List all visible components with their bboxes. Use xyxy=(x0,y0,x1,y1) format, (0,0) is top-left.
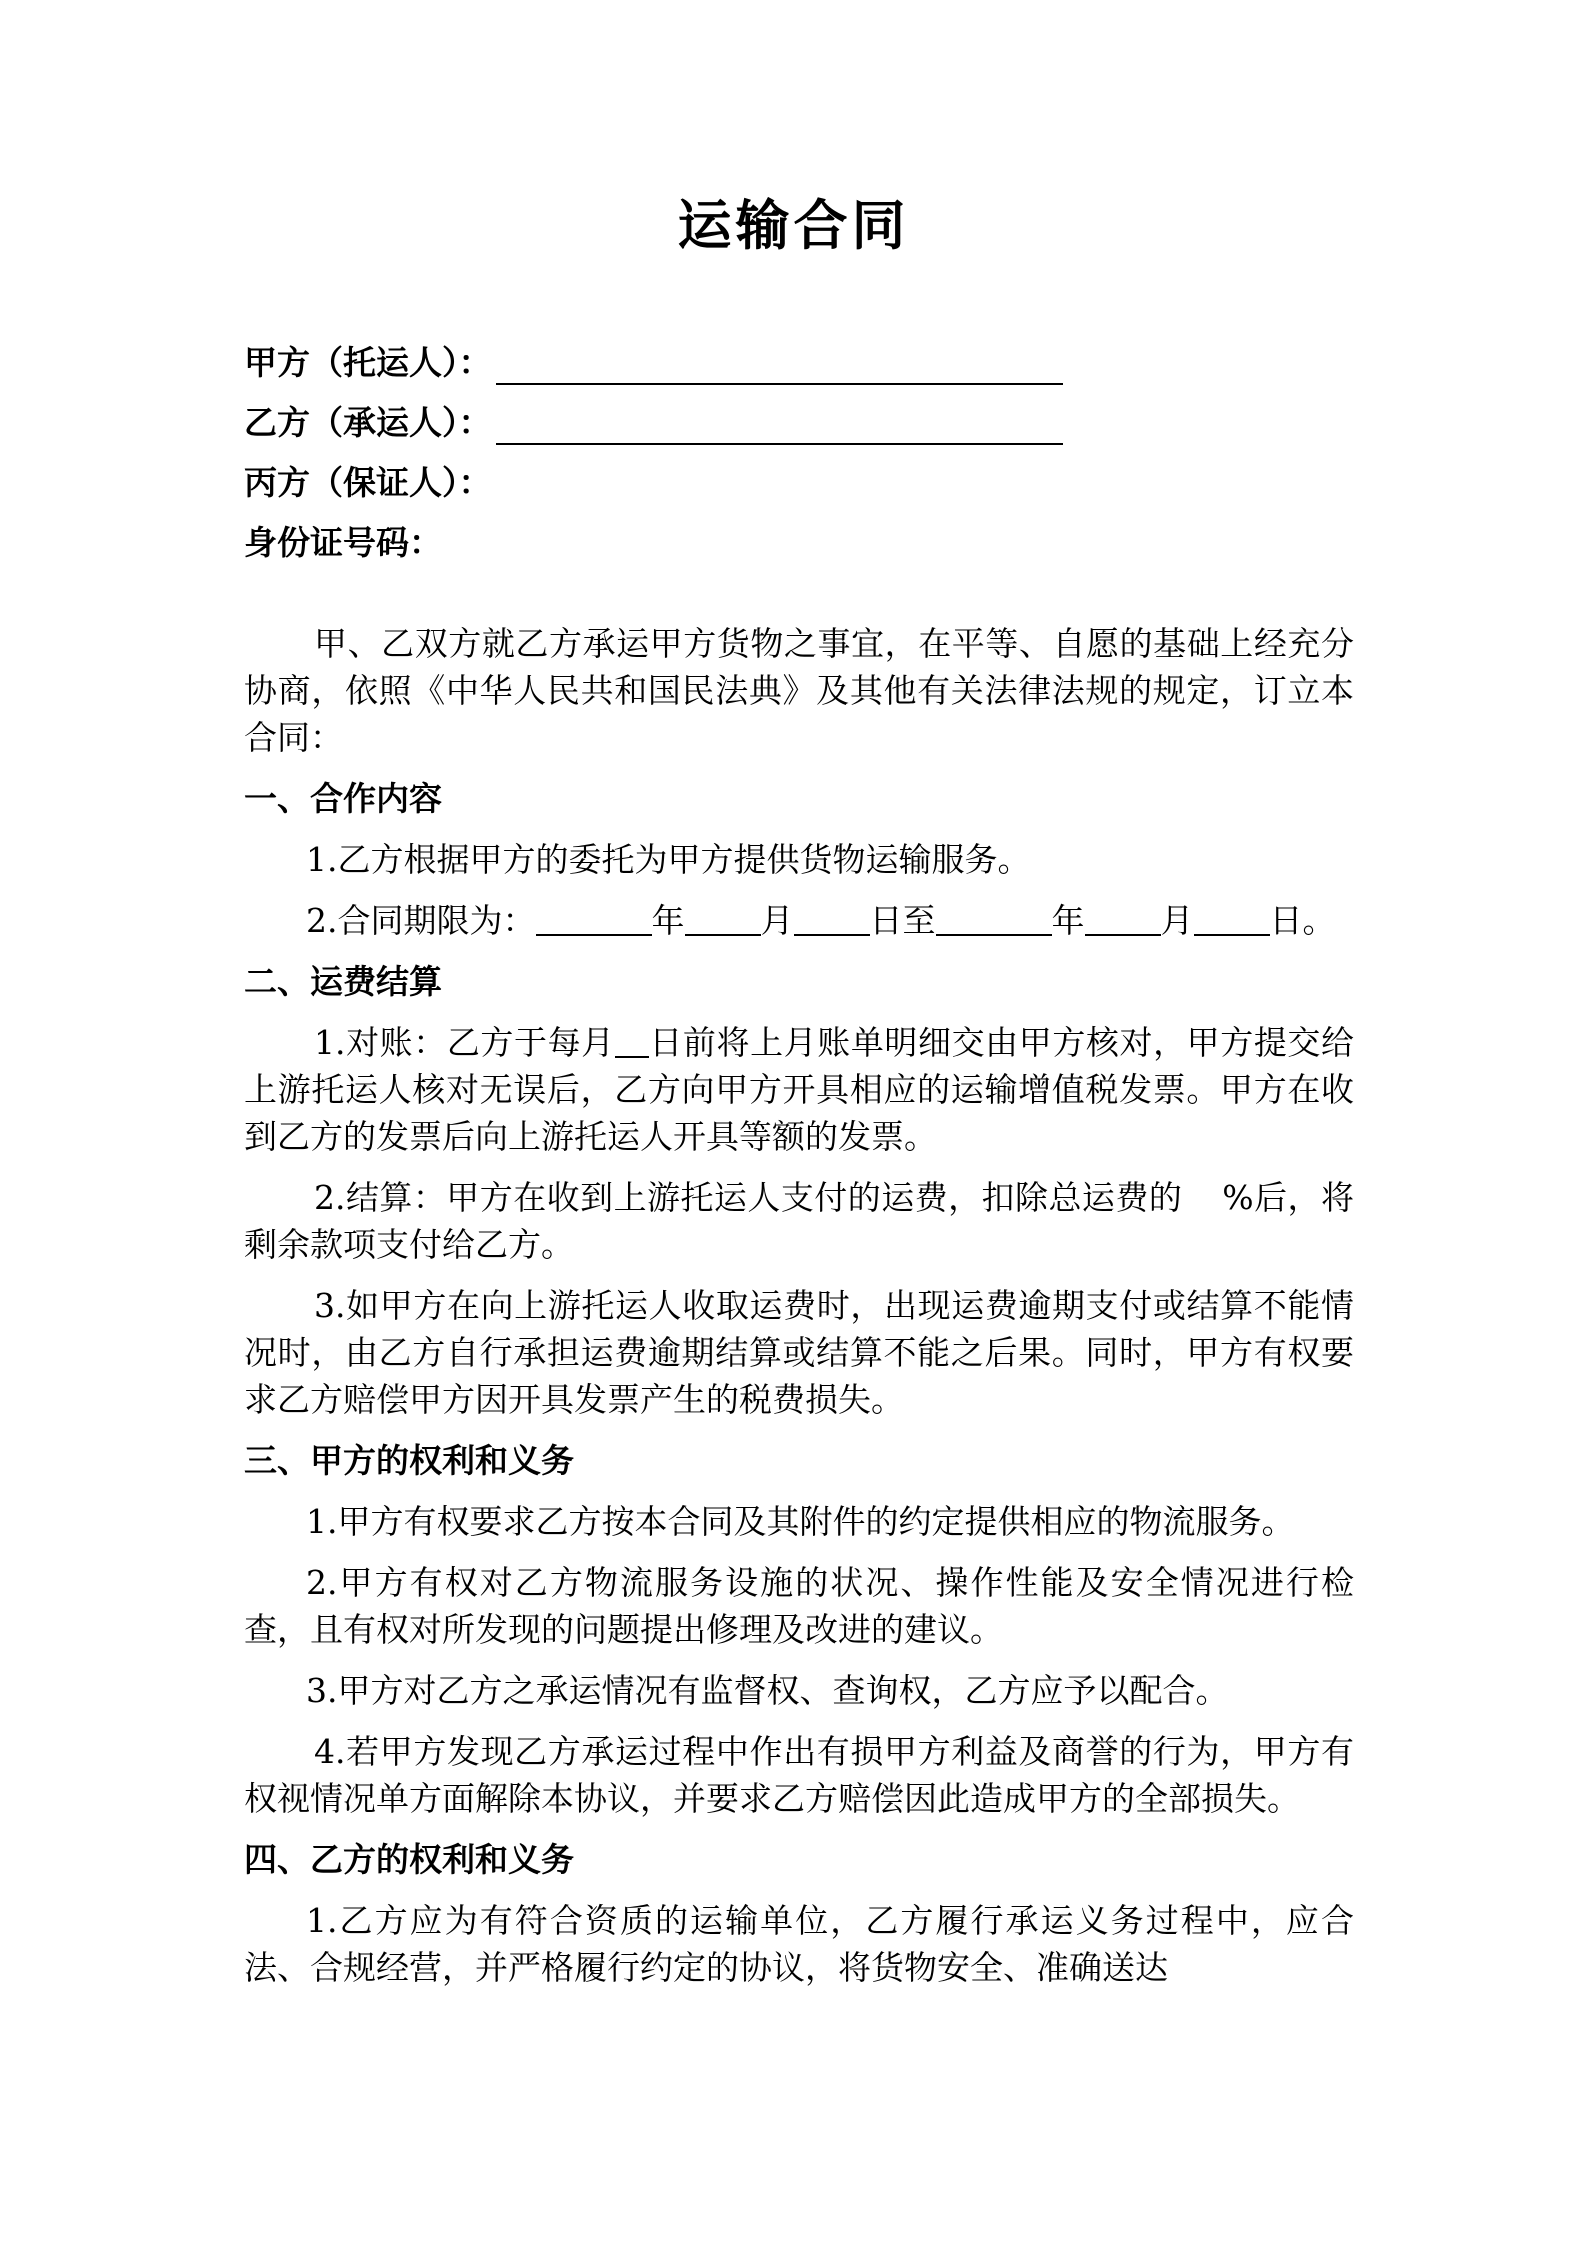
section-2-item-3: 3.如甲方在向上游托运人收取运费时，出现运费逾期支付或结算不能情况时，由乙方自行承担运费逾期结算或结算不能之后果。同时，甲方有权要求乙方赔偿甲方因开具发票产生的税费损失。 xyxy=(244,1286,1354,1419)
settlement-prefix: 2.结算：甲方在收到上游托运人支付的运费，扣除总运费的 xyxy=(314,1178,1183,1217)
start-month-blank xyxy=(685,904,761,936)
party-b-line xyxy=(244,385,1354,445)
reconcile-suffix: 日前将上月账单明细交由甲方核对，甲方提交给上游托运人核对无误后，乙方向甲方开具相应的运输增值税发票。甲方在收到乙方的发票后向上游托运人开具等额的发票。 xyxy=(244,1023,1355,1156)
end-day-blank xyxy=(1194,904,1270,936)
reconcile-day-blank xyxy=(615,1026,649,1058)
start-year-label: 年 xyxy=(651,901,685,940)
document-title: 运输合同 xyxy=(677,193,910,257)
end-year-blank xyxy=(936,904,1052,936)
party-b-blank xyxy=(496,409,1063,445)
section-3-item-4: 4.若甲方发现乙方承运过程中作出有损甲方利益及商誉的行为，甲方有权视情况单方面解除本协议，并要求乙方赔偿因此造成甲方的全部损失。 xyxy=(244,1732,1354,1818)
term-prefix: 2.合同期限为： xyxy=(306,901,536,940)
section-4-item-1: 1.乙方应为有符合资质的运输单位，乙方履行承运义务过程中，应合法、合规经营，并严格履行约定的协议，将货物安全、准确送达 xyxy=(244,1901,1354,1987)
party-a-blank xyxy=(496,349,1063,385)
party-a-label: 甲方（托运人）： xyxy=(244,343,492,382)
id-number-line xyxy=(244,505,1354,565)
section-1-heading: 一、合作内容 xyxy=(244,779,442,818)
section-3-item-2: 2.甲方有权对乙方物流服务设施的状况、操作性能及安全情况进行检查，且有权对所发现的问题提出修理及改进的建议。 xyxy=(244,1563,1354,1649)
section-1-item-2 xyxy=(244,897,1354,944)
start-year-blank xyxy=(536,904,652,936)
section-3-item-1: 1.甲方有权要求乙方按本合同及其附件的约定提供相应的物流服务。 xyxy=(306,1502,1295,1541)
section-3-heading: 三、甲方的权利和义务 xyxy=(244,1441,574,1480)
start-month-label: 月 xyxy=(760,901,794,940)
end-year-label: 年 xyxy=(1051,901,1085,940)
section-2-item-1 xyxy=(244,1019,1354,1160)
section-3-item-3: 3.甲方对乙方之承运情况有监督权、查询权，乙方应予以配合。 xyxy=(306,1671,1229,1710)
end-day-label: 日。 xyxy=(1269,901,1336,940)
day-to-label: 日至 xyxy=(869,901,936,940)
party-c-line xyxy=(244,445,1354,505)
id-number-label: 身份证号码： xyxy=(244,523,442,562)
contract-body xyxy=(244,620,1354,2005)
party-c-label: 丙方（保证人）： xyxy=(244,463,492,502)
start-day-blank xyxy=(794,904,870,936)
party-b-label: 乙方（承运人）： xyxy=(244,403,492,442)
end-month-blank xyxy=(1085,904,1161,936)
section-2-item-2 xyxy=(244,1174,1354,1268)
settlement-suffix: %后，将剩余款项支付给乙方。 xyxy=(244,1178,1354,1264)
section-1-item-1: 1.乙方根据甲方的委托为甲方提供货物运输服务。 xyxy=(306,840,1031,879)
preamble-paragraph: 甲、乙双方就乙方承运甲方货物之事宜，在平等、自愿的基础上经充分协商，依照《中华人民共和国民法典》及其他有关法律法规的规定，订立本合同： xyxy=(244,624,1354,757)
section-2-heading: 二、运费结算 xyxy=(244,962,442,1001)
party-info-block xyxy=(244,325,1354,565)
reconcile-prefix: 1.对账：乙方于每月 xyxy=(314,1023,615,1062)
section-4-heading: 四、乙方的权利和义务 xyxy=(244,1840,574,1879)
party-a-line xyxy=(244,325,1354,385)
end-month-label: 月 xyxy=(1160,901,1194,940)
